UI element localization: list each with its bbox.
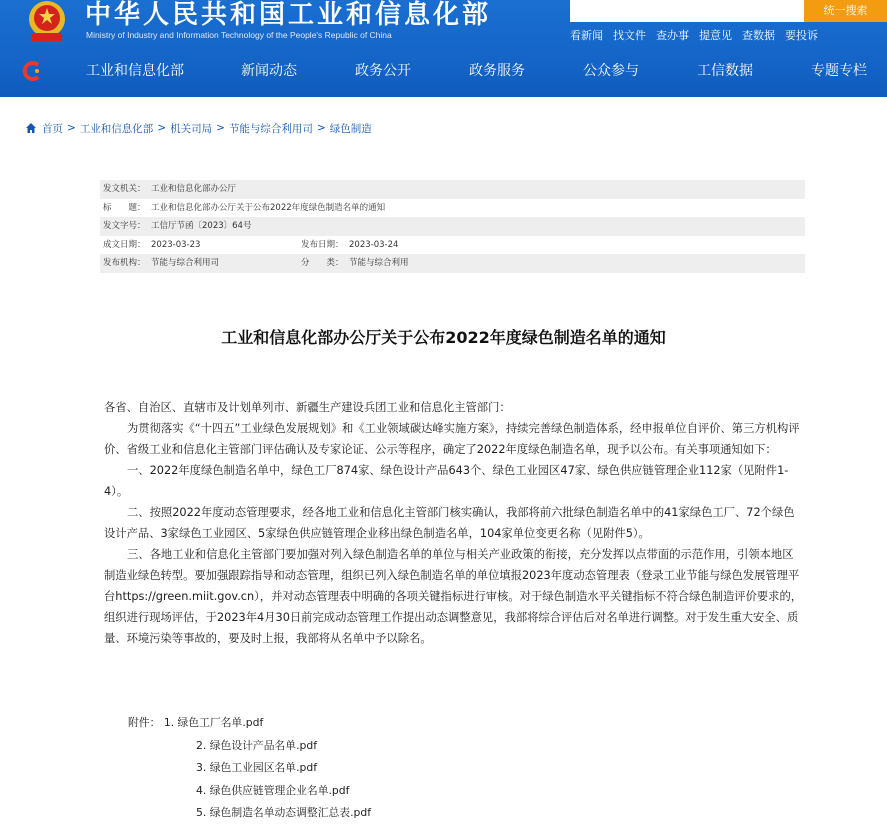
- doc-no-value: 工信厅节函〔2023〕64号: [151, 221, 252, 231]
- paragraph-item-1: 一、2022年度绿色制造名单中，绿色工厂874家、绿色设计产品643个、绿色工业园区47家、绿色供应链管理企业112家（见附件1-4）。: [104, 464, 789, 498]
- title-value: 工业和信息化部办公厅关于公布2022年度绿色制造名单的通知: [151, 202, 386, 213]
- breadcrumb-separator: >: [316, 122, 326, 134]
- site-header: [0, 0, 887, 97]
- category-label: 分 类：: [301, 258, 344, 268]
- breadcrumb-home[interactable]: 首页: [42, 122, 63, 135]
- attachment-link[interactable]: 3. 绿色工业园区名单.pdf: [196, 761, 318, 774]
- breadcrumb-green-manufacturing[interactable]: 绿色制造: [329, 122, 372, 135]
- meta-row-org: [100, 254, 805, 273]
- nav-item-news[interactable]: 新闻动态: [241, 63, 297, 79]
- issuer-label: 发文机关：: [103, 184, 146, 194]
- quick-links: [570, 28, 818, 44]
- meta-row-dates: [100, 236, 805, 255]
- breadcrumb-energy-dept[interactable]: 节能与综合利用司: [228, 122, 313, 135]
- nav-item-gov-affairs[interactable]: 政务公开: [355, 63, 411, 79]
- paragraph-intro: 为贯彻落实《“十四五”工业绿色发展规划》和《工业领域碳达峰实施方案》，持续完善绿色制造体系，经申报单位自评价、第三方机构评价、省级工业和信息化主管部门评估确认及专家论证、公示等程序，确定了2022年度绿色制造名单，现予以公布。有关事项通知如下：: [104, 422, 800, 456]
- breadcrumb: [25, 120, 372, 136]
- meta-row-issuer: [100, 180, 805, 199]
- nav-item-ministry[interactable]: 工业和信息化部: [86, 63, 184, 79]
- quick-link-data[interactable]: 查数据: [742, 29, 775, 42]
- search-button[interactable]: 统一搜索: [804, 0, 887, 22]
- published-label: 发布日期：: [301, 239, 344, 250]
- created-value: 2023-03-23: [151, 239, 201, 250]
- published-value: 2023-03-24: [349, 239, 399, 250]
- home-icon: [25, 122, 37, 134]
- breadcrumb-separator: >: [216, 122, 225, 134]
- document-meta-table: [100, 180, 805, 273]
- org-value: 节能与综合利用司: [151, 258, 220, 268]
- breadcrumb-departments[interactable]: 机关司局: [170, 122, 213, 135]
- attachment-link[interactable]: 1. 绿色工厂名单.pdf: [163, 716, 264, 729]
- issuer-value: 工业和信息化部办公厅: [151, 184, 237, 194]
- nav-item-topics[interactable]: 专题专栏: [811, 63, 867, 79]
- meta-row-doc-no: [100, 217, 805, 236]
- category-value: 节能与综合利用: [349, 258, 409, 268]
- paragraph-item-2: 二、按照2022年度动态管理要求，经各地工业和信息化主管部门核实确认，我部将前六批绿色制造名单中的41家绿色工厂、72个绿色设计产品、3家绿色工业园区、5家绿色供应链管理企业移出绿色制造名单，104家单位变更名称（见附件5）。: [104, 506, 795, 540]
- meta-row-title: [100, 199, 805, 218]
- search-input[interactable]: [570, 0, 804, 22]
- nav-item-data[interactable]: 工信数据: [697, 63, 753, 79]
- title-label: 标 题：: [103, 202, 146, 213]
- created-label: 成文日期：: [103, 239, 146, 250]
- site-subtitle: Ministry of Industry and Information Technology of the People's Republic of China: [86, 30, 392, 40]
- quick-link-complaint[interactable]: 要投诉: [785, 29, 818, 42]
- breadcrumb-ministry[interactable]: 工业和信息化部: [79, 122, 154, 135]
- national-emblem-icon[interactable]: [18, 0, 76, 42]
- quick-link-files[interactable]: 找文件: [613, 29, 646, 42]
- attachment-link[interactable]: 4. 绿色供应链管理企业名单.pdf: [196, 784, 350, 797]
- nav-item-public[interactable]: 公众参与: [583, 63, 639, 79]
- attachment-list: [128, 716, 263, 730]
- doc-no-label: 发文字号：: [103, 221, 146, 231]
- document-title: 工业和信息化部办公厅关于公布2022年度绿色制造名单的通知: [221, 328, 666, 347]
- salutation: 各省、自治区、直辖市及计划单列市、新疆生产建设兵团工业和信息化主管部门：: [104, 401, 511, 414]
- main-nav: [0, 52, 887, 90]
- site-title[interactable]: 中华人民共和国工业和信息化部: [85, 0, 492, 30]
- nav-item-gov-services[interactable]: 政务服务: [469, 63, 525, 79]
- breadcrumb-separator: >: [67, 122, 76, 134]
- attachment-link[interactable]: 2. 绿色设计产品名单.pdf: [196, 739, 318, 752]
- attachments-label: 附件：: [128, 716, 161, 729]
- quick-link-news[interactable]: 看新闻: [570, 29, 603, 42]
- paragraph-item-3: 三、各地工业和信息化主管部门要加强对列入绿色制造名单的单位与相关产业政策的衔接，充分发挥以点带面的示范作用，引领本地区制造业绿色转型。要加强跟踪指导和动态管理，组织已列入绿色制造名单的单位填报2023年度动态管理表（登录工业节能与绿色发展管理平台https://green.miit.gov.cn），并对动态管理表中明确的各项关键指标进行审核。对于绿色制造水平关键指标不符合绿色制造评价要求的，组织进行现场评估，于2023年4月30日前完成动态管理工作提出动态调整意见，我部将综合评估后对名单进行调整。对于发生重大安全、质量、环境污染等事故的，要及时上报，我部将从名单中予以除名。: [104, 548, 803, 645]
- breadcrumb-separator: >: [157, 122, 167, 134]
- quick-link-feedback[interactable]: 提意见: [699, 29, 732, 42]
- quick-link-services[interactable]: 查办事: [656, 29, 689, 42]
- document-body: [104, 397, 804, 649]
- org-label: 发布机构：: [103, 258, 146, 268]
- attachment-link[interactable]: 5. 绿色制造名单动态调整汇总表.pdf: [196, 806, 372, 819]
- miit-logo-icon[interactable]: [22, 60, 44, 82]
